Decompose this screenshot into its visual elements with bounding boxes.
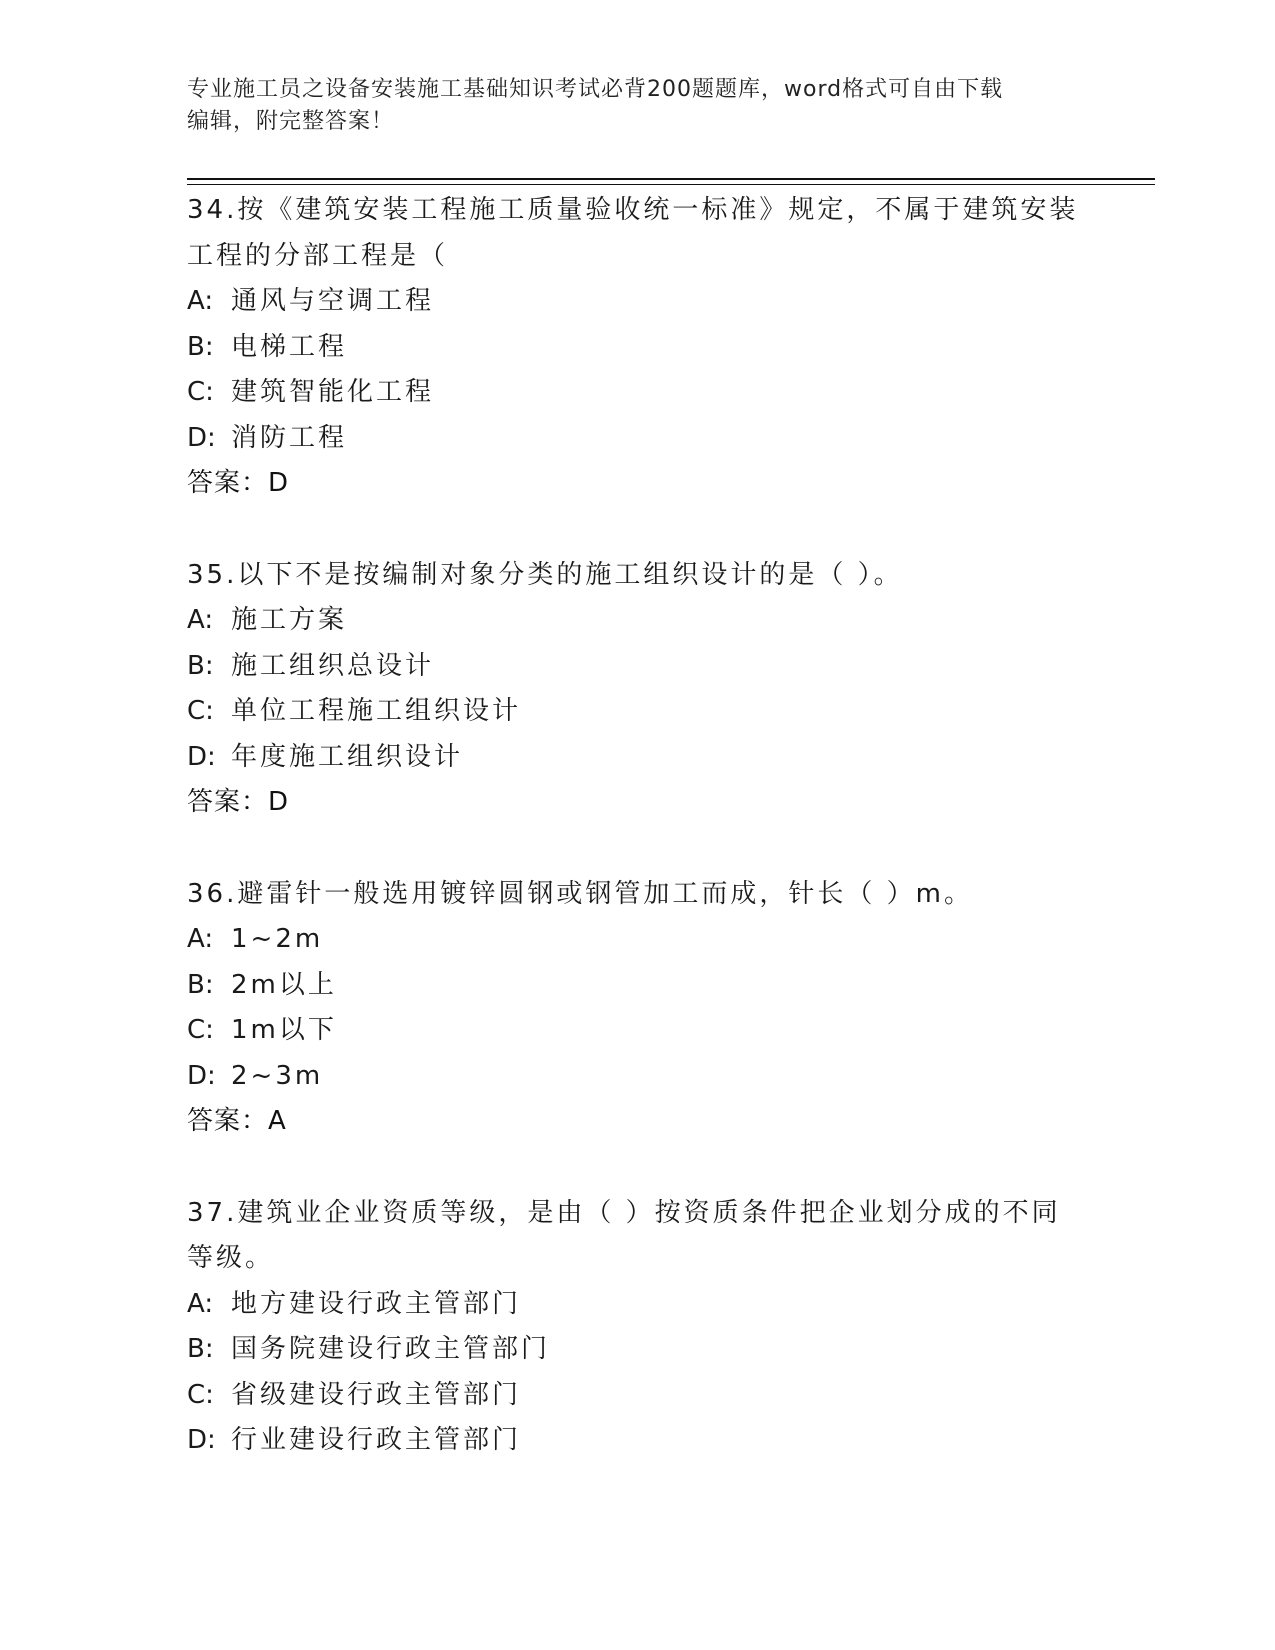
option-text: 施工方案 — [231, 605, 348, 635]
question-stem-continued: 等级。 — [187, 1243, 275, 1273]
option-c — [187, 370, 1087, 416]
question-stem: 35.以下不是按编制对象分类的施工组织设计的是（ ）。 — [187, 559, 903, 590]
option-b — [187, 1327, 1087, 1373]
question-stem: 36.避雷针一般选用镀锌圆钢或钢管加工而成，针长（ ）m。 — [187, 878, 973, 909]
option-d — [187, 1054, 1087, 1100]
option-letter: B: — [187, 1334, 214, 1364]
option-text: 年度施工组织设计 — [231, 741, 464, 772]
question-list — [187, 188, 1087, 1510]
question-stem: 34.按《建筑安装工程施工质量验收统一标准》规定，不属于建筑安装 — [187, 195, 1079, 225]
question-36 — [187, 872, 1087, 1145]
option-letter: B: — [187, 650, 214, 681]
option-letter: A: — [187, 286, 214, 316]
option-text: 2m以上 — [231, 969, 337, 1000]
option-letter: A: — [187, 924, 214, 954]
question-stem: 37.建筑业企业资质等级，是由（ ）按资质条件把企业划分成的不同 — [187, 1197, 1061, 1228]
option-a — [187, 1282, 1087, 1328]
option-c — [187, 1008, 1087, 1054]
answer-line: 答案：A — [187, 1106, 287, 1136]
header-line-2: 编辑，附完整答案！ — [187, 109, 395, 134]
option-text: 1m以下 — [231, 1015, 337, 1045]
document-header — [187, 74, 1067, 138]
header-divider-thin — [187, 184, 1155, 185]
option-text: 通风与空调工程 — [231, 286, 435, 316]
option-letter: B: — [187, 331, 214, 362]
option-text: 1~2m — [231, 924, 324, 954]
option-letter: A: — [187, 605, 214, 635]
option-letter: B: — [187, 969, 214, 1000]
question-37 — [187, 1191, 1087, 1464]
option-letter: C: — [187, 377, 214, 407]
option-c — [187, 689, 1087, 735]
option-d — [187, 735, 1087, 781]
option-b — [187, 325, 1087, 371]
option-letter: C: — [187, 696, 214, 726]
option-text: 电梯工程 — [231, 331, 348, 362]
header-line-1: 专业施工员之设备安装施工基础知识考试必背200题题库，word格式可自由下载 — [187, 77, 1004, 102]
option-text: 地方建设行政主管部门 — [231, 1288, 522, 1319]
option-text: 2~3m — [231, 1060, 324, 1091]
option-text: 单位工程施工组织设计 — [231, 696, 522, 726]
option-text: 国务院建设行政主管部门 — [231, 1334, 551, 1364]
option-letter: C: — [187, 1379, 214, 1410]
option-letter: A: — [187, 1288, 214, 1319]
option-text: 行业建设行政主管部门 — [231, 1425, 522, 1455]
option-text: 省级建设行政主管部门 — [231, 1379, 522, 1410]
answer-line: 答案：D — [187, 468, 290, 498]
option-a — [187, 917, 1087, 963]
option-letter: D: — [187, 422, 216, 453]
option-b — [187, 963, 1087, 1009]
option-text: 消防工程 — [231, 422, 348, 453]
option-d — [187, 416, 1087, 462]
question-34 — [187, 188, 1087, 507]
option-letter: D: — [187, 1425, 216, 1455]
option-letter: D: — [187, 741, 216, 772]
question-35 — [187, 553, 1087, 826]
option-letter: C: — [187, 1015, 214, 1045]
option-d — [187, 1418, 1087, 1464]
answer-line: 答案：D — [187, 787, 290, 817]
option-b — [187, 644, 1087, 690]
option-c — [187, 1373, 1087, 1419]
option-text: 施工组织总设计 — [231, 650, 435, 681]
option-a — [187, 279, 1087, 325]
option-a — [187, 598, 1087, 644]
header-divider-thick — [187, 178, 1155, 180]
option-text: 建筑智能化工程 — [231, 377, 435, 407]
question-stem-continued: 工程的分部工程是（ — [187, 240, 449, 271]
option-letter: D: — [187, 1060, 216, 1091]
